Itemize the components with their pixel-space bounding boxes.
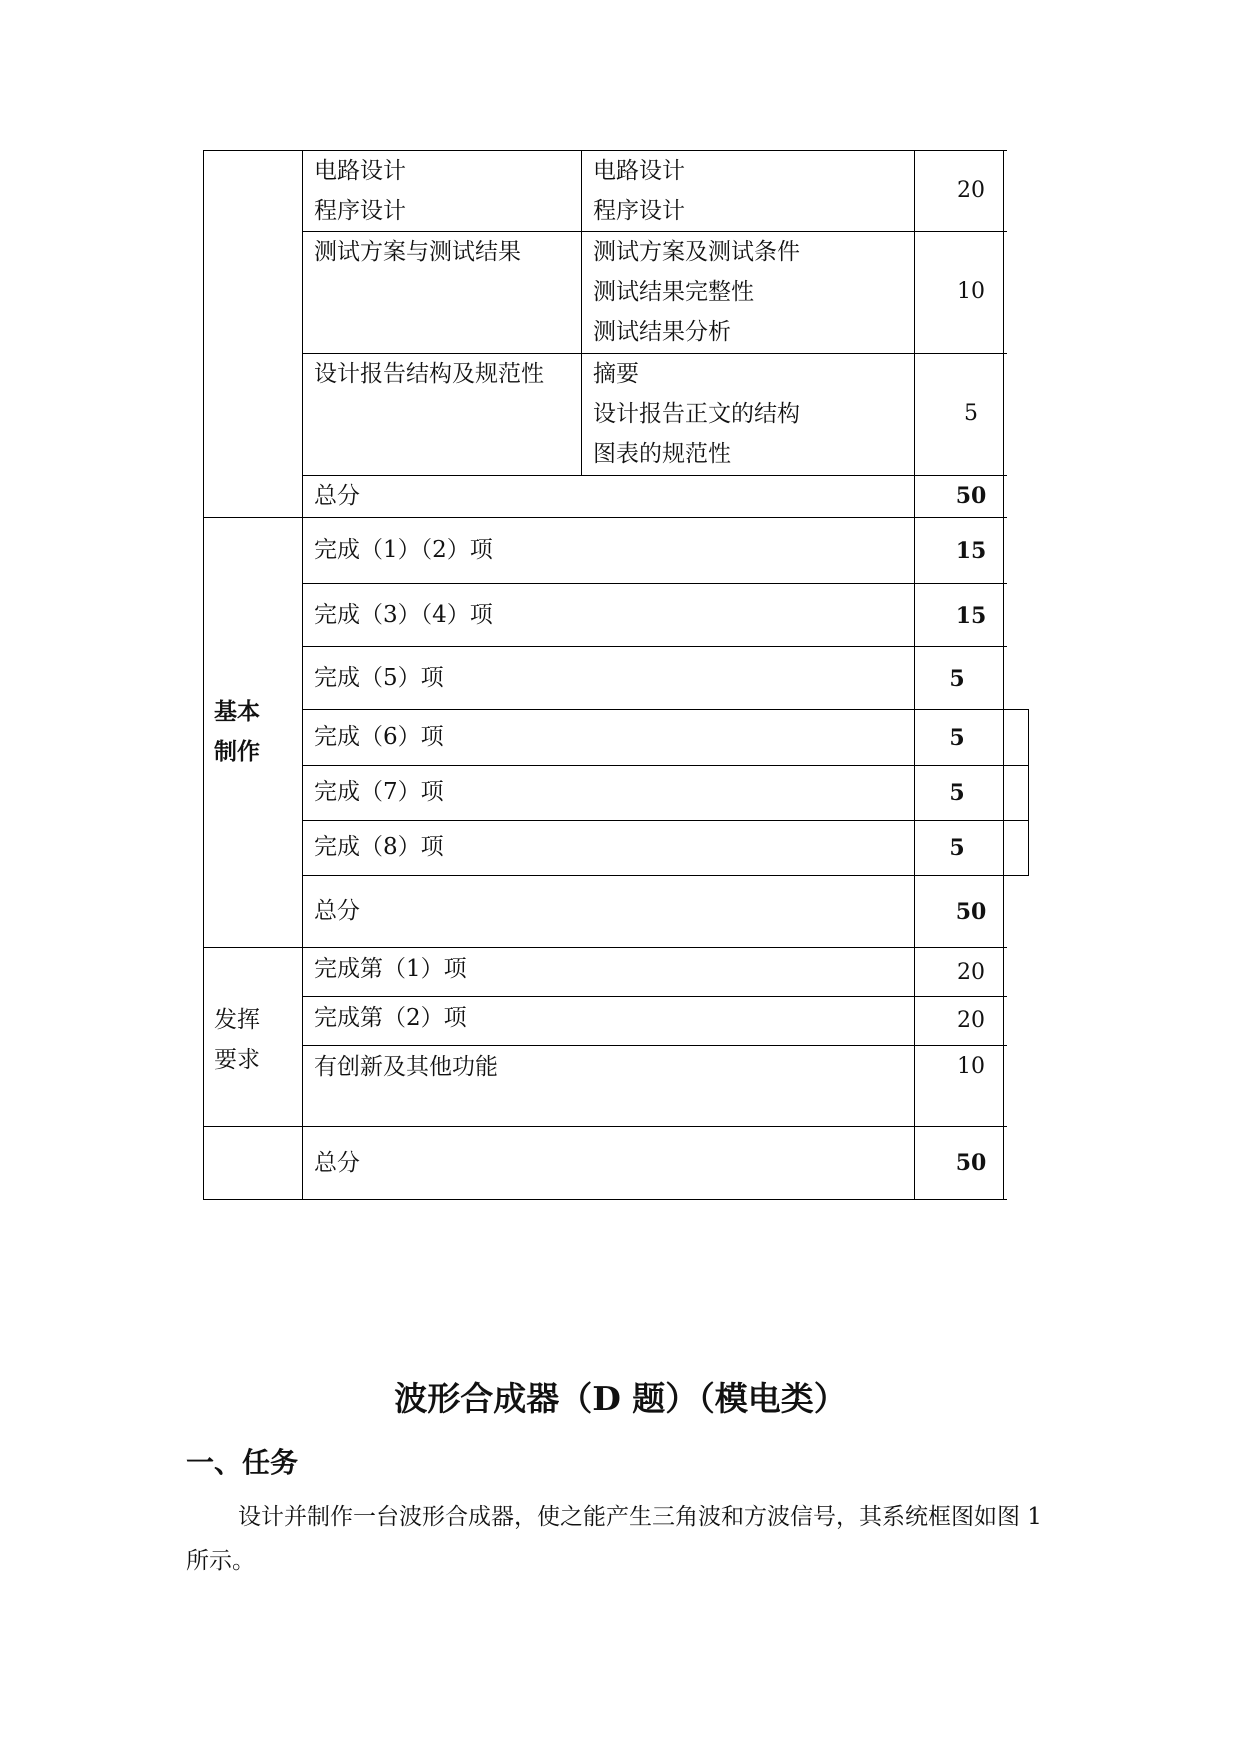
row1-detail2: 程序设计 — [593, 198, 685, 224]
basic-row4-score: 5 — [949, 725, 965, 751]
row1-detail: 电路设计 — [593, 158, 685, 184]
advanced-row1-score: 20 — [957, 960, 985, 985]
basic-category-2: 制作 — [214, 738, 260, 765]
row2-score: 10 — [957, 279, 985, 304]
advanced-row3-item: 有创新及其他功能 — [314, 1054, 498, 1080]
advanced-category-1: 发挥 — [214, 1007, 260, 1033]
section-paragraph: 设计并制作一台波形合成器，使之能产生三角波和方波信号，其系统框图如图 1 所示。 — [186, 1504, 1042, 1574]
advanced-category-2: 要求 — [214, 1047, 260, 1073]
basic-row1-item: 完成（1）（2）项 — [314, 537, 493, 563]
basic-row2-score: 15 — [955, 603, 987, 629]
advanced-row3-score: 10 — [957, 1054, 985, 1079]
basic-row2-item: 完成（3）（4）项 — [314, 602, 493, 628]
row1-item2: 程序设计 — [314, 198, 406, 224]
row3-detail3: 图表的规范性 — [593, 441, 731, 467]
basic-row3-item: 完成（5）项 — [314, 665, 444, 691]
basic-row5-item: 完成（7）项 — [314, 779, 444, 805]
page-title: 波形合成器（D 题）（模电类） — [394, 1379, 847, 1418]
section-heading: 一、任务 — [186, 1446, 299, 1479]
basic-row4-item: 完成（6）项 — [314, 724, 444, 750]
basic-row6-item: 完成（8）项 — [314, 834, 444, 860]
row3-detail: 摘要 — [593, 361, 639, 387]
basic-row5-score: 5 — [949, 780, 965, 806]
row2-detail: 测试方案及测试条件 — [593, 239, 800, 265]
advanced-row2-score: 20 — [957, 1008, 985, 1033]
basic-row1-score: 15 — [955, 538, 987, 564]
row3-detail2: 设计报告正文的结构 — [593, 401, 800, 427]
row3-item: 设计报告结构及规范性 — [314, 361, 544, 387]
basic-total-score: 50 — [955, 899, 987, 925]
row1-score: 20 — [957, 178, 985, 203]
advanced-row2-item: 完成第（2）项 — [314, 1005, 467, 1031]
row3-score: 5 — [964, 401, 978, 426]
basic-category-1: 基本 — [214, 698, 260, 725]
advanced-total-score: 50 — [955, 1150, 987, 1176]
row2-detail3: 测试结果分析 — [593, 319, 731, 345]
row2-detail2: 测试结果完整性 — [593, 279, 754, 305]
row4-item: 总分 — [314, 483, 360, 509]
row2-item: 测试方案与测试结果 — [314, 239, 521, 265]
basic-total-item: 总分 — [314, 898, 360, 924]
basic-row3-score: 5 — [949, 666, 965, 692]
advanced-total-item: 总分 — [314, 1150, 360, 1176]
basic-row6-score: 5 — [949, 835, 965, 861]
row1-item: 电路设计 — [314, 158, 406, 184]
row4-score: 50 — [955, 483, 987, 509]
advanced-row1-item: 完成第（1）项 — [314, 956, 467, 982]
